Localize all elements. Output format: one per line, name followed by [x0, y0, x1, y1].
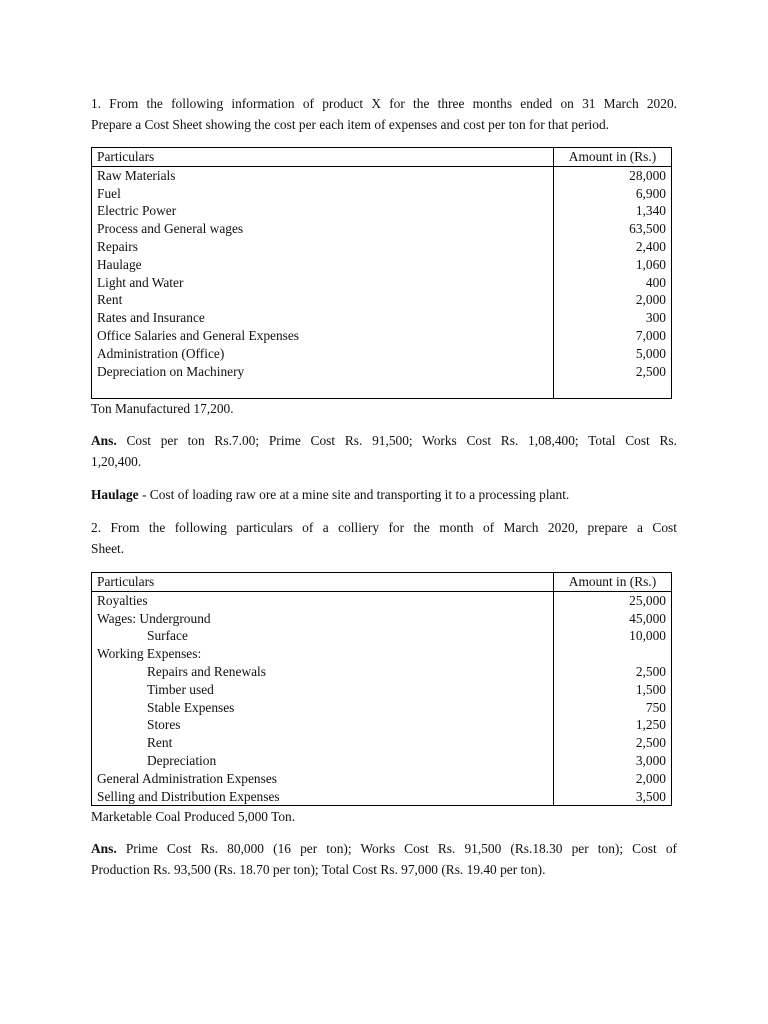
row-amount: 400	[554, 274, 672, 292]
particulars-header: Particulars	[92, 148, 554, 167]
table-header-row	[92, 148, 672, 167]
table-row	[92, 645, 672, 663]
table-row	[92, 681, 672, 699]
table-row	[92, 202, 672, 220]
cost-table-2	[91, 572, 672, 806]
row-label: Rent	[92, 291, 554, 309]
cost-table-1	[91, 147, 672, 399]
row-amount: 1,250	[554, 716, 672, 734]
amount-header: Amount in (Rs.)	[554, 573, 672, 592]
tons-manufactured-note: Ton Manufactured 17,200.	[91, 401, 234, 416]
row-label: Stable Expenses	[147, 699, 235, 715]
row-amount: 1,340	[554, 202, 672, 220]
row-label: Office Salaries and General Expenses	[92, 327, 554, 345]
coal-produced-note: Marketable Coal Produced 5,000 Ton.	[91, 809, 296, 824]
row-label: Fuel	[92, 185, 554, 203]
row-label: Depreciation on Machinery	[92, 363, 554, 381]
answer-1-text: Cost per ton Rs.7.00; Prime Cost Rs. 91,500; Works Cost Rs. 1,08,400; Total Cost Rs.	[126, 433, 677, 448]
table-row	[92, 591, 672, 609]
amount-header: Amount in (Rs.)	[554, 148, 672, 167]
answer-2-line-2: Production Rs. 93,500 (Rs. 18.70 per ton); Total Cost Rs. 97,000 (Rs. 19.40 per ton).	[91, 862, 546, 877]
row-amount: 3,000	[554, 752, 672, 770]
row-amount: 3,500	[554, 788, 672, 806]
row-amount: 300	[554, 309, 672, 327]
particulars-header: Particulars	[92, 573, 554, 592]
row-amount: 2,500	[554, 734, 672, 752]
row-amount: 750	[554, 699, 672, 717]
table-spacer-row	[92, 380, 672, 398]
row-amount: 1,060	[554, 256, 672, 274]
row-amount: 2,000	[554, 291, 672, 309]
answer-1-line-1	[91, 430, 677, 451]
row-amount: 45,000	[554, 610, 672, 628]
table-row	[92, 734, 672, 752]
row-label: General Administration Expenses	[92, 770, 554, 788]
row-amount	[554, 645, 672, 663]
row-label: Stores	[147, 717, 181, 733]
question-1-line-2: Prepare a Cost Sheet showing the cost per each item of expenses and cost per ton for that period.	[91, 117, 609, 132]
question-2-text	[91, 517, 677, 559]
question-1-line-1: 1. From the following information of product X for the three months ended on 31 March 2020.	[91, 96, 677, 111]
question-2-line-1: 2. From the following particulars of a colliery for the month of March 2020, prepare a Cost	[91, 520, 677, 535]
table-row	[92, 185, 672, 203]
table-row	[92, 238, 672, 256]
table-row	[92, 291, 672, 309]
answer-label: Ans.	[91, 433, 117, 448]
table-row	[92, 610, 672, 628]
question-2-line-2: Sheet.	[91, 541, 125, 556]
table-row	[92, 627, 672, 645]
row-label: Raw Materials	[92, 166, 554, 184]
row-amount: 2,500	[554, 363, 672, 381]
row-amount: 2,400	[554, 238, 672, 256]
haulage-term: Haulage	[91, 487, 139, 502]
haulage-definition	[91, 484, 677, 505]
row-label: Haulage	[92, 256, 554, 274]
haulage-text: - Cost of loading raw ore at a mine site and transporting it to a processing plant.	[141, 487, 570, 502]
table-row	[92, 752, 672, 770]
row-amount: 2,500	[554, 663, 672, 681]
row-label: Rates and Insurance	[92, 309, 554, 327]
answer-2	[91, 838, 677, 880]
row-amount: 25,000	[554, 591, 672, 609]
row-label: Depreciation	[147, 752, 217, 768]
table-row	[92, 788, 672, 806]
row-amount: 5,000	[554, 345, 672, 363]
table-row	[92, 699, 672, 717]
table-header-row	[92, 573, 672, 592]
table-row	[92, 770, 672, 788]
table-row	[92, 327, 672, 345]
row-amount: 7,000	[554, 327, 672, 345]
table-row	[92, 274, 672, 292]
row-label: Selling and Distribution Expenses	[92, 788, 554, 806]
table-row	[92, 220, 672, 238]
table-row	[92, 256, 672, 274]
answer-2-line-1	[91, 838, 677, 859]
table-row	[92, 166, 672, 184]
row-label: Electric Power	[92, 202, 554, 220]
table-row	[92, 716, 672, 734]
row-amount: 6,900	[554, 185, 672, 203]
row-label: Repairs	[92, 238, 554, 256]
table-row	[92, 663, 672, 681]
answer-1-line-2: 1,20,400.	[91, 454, 142, 469]
row-label: Rent	[147, 735, 173, 751]
answer-1	[91, 430, 677, 472]
answer-2-text: Prime Cost Rs. 80,000 (16 per ton); Works Cost Rs. 91,500 (Rs.18.30 per ton); Cost of	[125, 841, 678, 856]
row-amount: 2,000	[554, 770, 672, 788]
row-label: Timber used	[147, 681, 214, 697]
row-amount: 1,500	[554, 681, 672, 699]
row-label: Royalties	[92, 591, 554, 609]
table-row	[92, 309, 672, 327]
row-label: Process and General wages	[92, 220, 554, 238]
row-amount: 28,000	[554, 166, 672, 184]
row-amount: 10,000	[554, 627, 672, 645]
row-amount: 63,500	[554, 220, 672, 238]
row-label: Surface	[147, 628, 188, 644]
question-1-text	[91, 93, 677, 135]
answer-label: Ans.	[91, 841, 117, 856]
table-row	[92, 363, 672, 381]
row-label: Working Expenses:	[92, 645, 554, 663]
row-label: Light and Water	[92, 274, 554, 292]
row-label: Wages: Underground	[92, 610, 554, 628]
table-row	[92, 345, 672, 363]
row-label: Administration (Office)	[92, 345, 554, 363]
row-label: Repairs and Renewals	[147, 663, 266, 679]
